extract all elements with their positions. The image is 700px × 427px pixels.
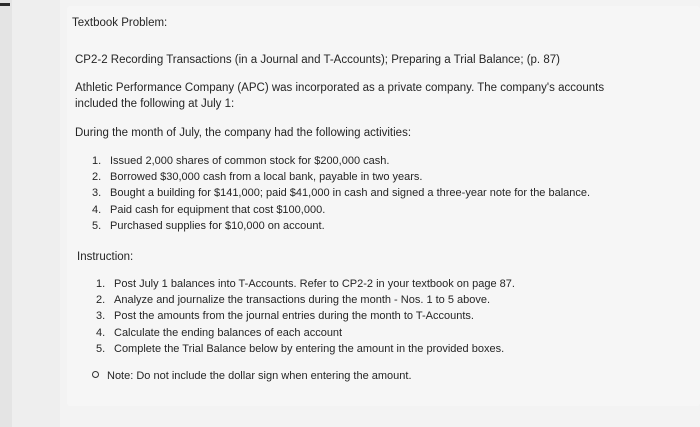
instruction-heading: Instruction: [77,251,134,263]
list-item-number: 3. [96,310,106,323]
list-item-number: 3. [92,187,102,200]
list-item-text: Post the amounts from the journal entries during the month to T-Accounts. [114,310,474,323]
list-item-text: Purchased supplies for $10,000 on account. [110,219,325,232]
list-item-text: Issued 2,000 shares of common stock for $200,000 cash. [110,155,390,167]
intro-line-1: Athletic Performance Company (APC) was incorporated as a private company. The company's accounts [75,82,605,94]
list-item-text: Post July 1 balances into T-Accounts. Refer to CP2-2 in your textbook on page 87. [114,278,515,290]
list-item-text: Complete the Trial Balance below by entering the amount in the provided boxes. [114,342,505,355]
list-item-number: 4. [92,203,102,216]
list-item [96,292,515,308]
list-item-text: Bought a building for $141,000; paid $41,000 in cash and signed a three-year note for the balance. [110,187,591,200]
list-item-text: Analyze and journalize the transactions during the month - Nos. 1 to 5 above. [114,294,491,307]
instruction-steps-list [96,276,515,357]
note-text: Note: Do not include the dollar sign when entering the amount. [107,370,412,382]
list-item-number: 1. [92,155,102,167]
problem-title: CP2-2 Recording Transactions (in a Journal and T-Accounts); Preparing a Trial Balance; (p. 87) [75,54,560,66]
list-item-number: 5. [92,219,102,232]
note-item [92,368,412,384]
hollow-bullet-icon [92,371,99,378]
list-item-text: Borrowed $30,000 cash from a local bank, payable in two years. [110,171,423,184]
activities-intro: During the month of July, the company had the following activities: [75,127,412,139]
textbook-problem-label: Textbook Problem: [72,17,168,29]
list-item-text: Paid cash for equipment that cost $100,000. [110,203,326,216]
list-item-text: Calculate the ending balances of each account [114,326,343,339]
list-item [96,341,515,357]
list-item [92,202,590,218]
list-item-number: 2. [96,294,106,307]
intro-line-2: included the following at July 1: [75,98,235,110]
list-item [96,325,515,341]
list-item-number: 2. [92,171,102,184]
list-item-number: 4. [96,326,106,339]
list-item [96,308,515,324]
list-item [92,185,590,201]
window-corner-mark [0,3,10,6]
window-edge [0,0,12,427]
list-item-number: 5. [96,342,106,355]
list-item [92,169,590,185]
list-item [92,153,590,169]
activities-list [92,153,590,234]
list-item [92,218,590,234]
list-item [96,276,515,292]
list-item-number: 1. [96,278,106,290]
